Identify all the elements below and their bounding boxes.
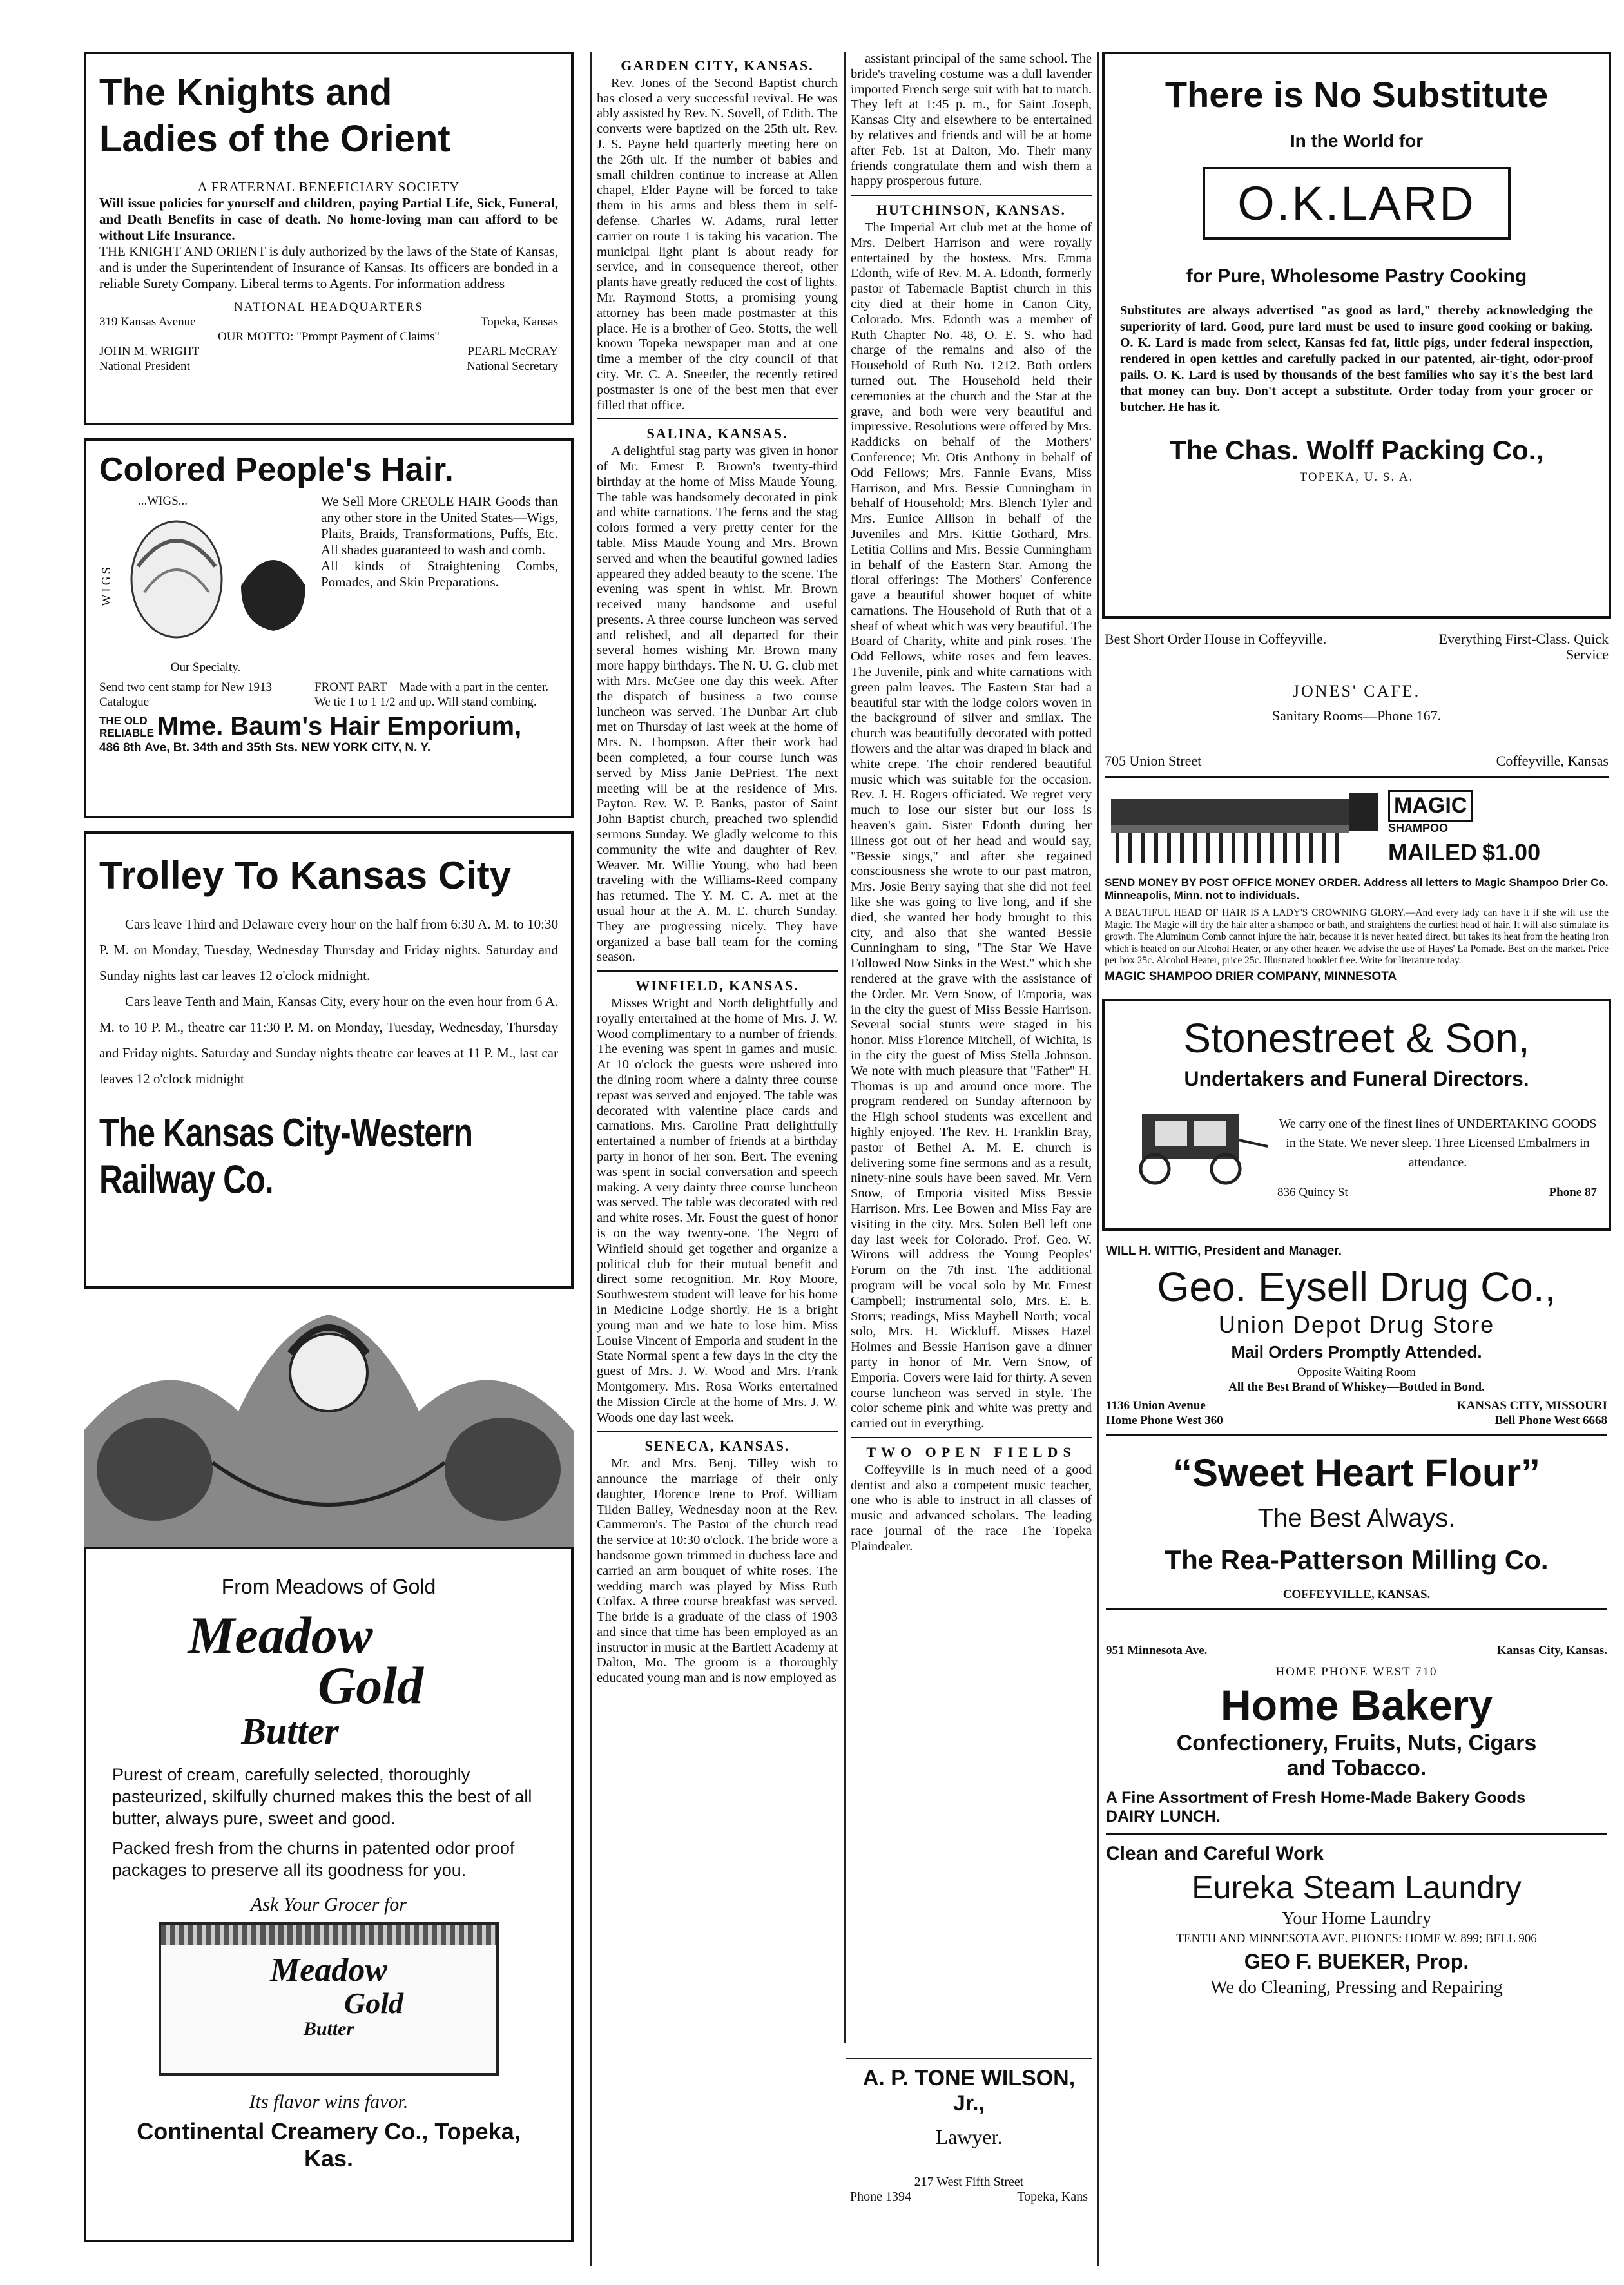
eysell-address: 1136 Union Avenue	[1106, 1399, 1206, 1412]
laundry-ad	[1102, 1843, 1611, 2017]
hair-stamp: Send two cent stamp for New 1913 Catalogue	[99, 680, 273, 709]
news-right	[844, 52, 1092, 2043]
laundry-top: Clean and Careful Work	[1106, 1843, 1324, 1864]
cow-maiden-illustration	[84, 1302, 574, 1547]
knights-name-right: PEARL McCRAY	[467, 345, 558, 358]
seneca-heading: SENECA, KANSAS.	[644, 1438, 790, 1454]
column-left	[84, 52, 574, 2266]
bakery-address: 951 Minnesota Ave.	[1106, 1644, 1208, 1657]
open-fields-heading: TWO OPEN FIELDS	[866, 1443, 1076, 1460]
winfield-text: Misses Wright and North delightfully and royally entertained at the home of Mrs. J. W. Wood complimentary to a number of friends. The evening was spent in games and music. At 10 o'clock the guests were ushered into the dining room where a dainty three course repast was served and enjoyed. The table was decorated with valentine place cards and carnations. Mrs. Caroline Pratt delightfully entertained a number of friends at a birthday party in honor of her son, Bert. The evening was spent in social conversation and speech making. A very dainty three course luncheon was served. The table was decorated with red and white roses. Mr. Foust the guest of honor is on the way twenty-one. The Negro of Winfield should get together and organize a political club for their mutual benefit and direct some recognition. Mr. Roy Moore, Southwestern student will leave for his home in Medicine Lodge shortly. He is a bright young man and we hate to lose him. Miss Louise Vincent of Emporia and student in the State Normal spent a few days in the city the guest of Mrs. J. W. Wood and Mrs. Frank Montgomery. Mrs. Rosa Works entertained the Mission Circle at the home of Mrs. J. W. Woods one day last week.	[597, 996, 838, 1425]
wig-illustration	[119, 508, 312, 657]
jones-address: 705 Union Street	[1105, 753, 1202, 769]
lawyer-title: Lawyer.	[935, 2125, 1003, 2148]
meadow-flavor: Its flavor wins favor.	[249, 2091, 409, 2112]
stonestreet-address: 836 Quincy St	[1277, 1186, 1348, 1199]
hair-ad	[84, 438, 574, 818]
lard-brand: O.K.LARD	[1237, 177, 1476, 230]
trolley-p2: Cars leave Tenth and Main, Kansas City, every hour on the even hour from 6 A. M. to 10 P. M., theatre car 11:30 P. M. on Monday, Tuesday, Wednesday, Thursday and Friday nights. Saturday and Sunday nights theatre car leaves at 11 P. M., last car leaves 12 o'clock midnight	[99, 994, 558, 1086]
lard-ad	[1102, 52, 1611, 619]
package-logo-3: Butter	[303, 2018, 354, 2039]
magic-company: MAGIC SHAMPOO DRIER COMPANY, MINNESOTA	[1105, 969, 1397, 983]
seneca-text: Mr. and Mrs. Benj. Tilley wish to announce the marriage of their only daughter, Florence Irene to Prof. William Tilden Bailey, Wednesday noon at the Rev. Cammeron's. The Pastor of the church read the service at 10:30 o'clock. The bride wore a handsome gown trimmed in duchess lace and carried an arm bouquet of white roses. The wedding march was played by Miss Ruth Colfax. A three course breakfast was served. The bride is a graduate of the class of 1903 and since that time has been employed as an instructor in music at the Bartlett Academy at Dalton, Mo. The groom is a thoroughly educated young man and is now employed as	[597, 1456, 838, 1686]
hair-old-reliable: THE OLD RELIABLE	[99, 714, 154, 739]
magic-shampoo-label: SHAMPOO	[1388, 822, 1449, 834]
trolley-p1: Cars leave Third and Delaware every hour on the half from 6:30 A. M. to 10:30 P. M. on Monday, Tuesday, Wednesday Thursday and Friday nights. Saturday and Sunday nights last car leaves 12 o'clock midnight.	[99, 916, 558, 983]
knights-role-right: National Secretary	[467, 360, 558, 373]
knights-role-left: National President	[99, 360, 190, 373]
garden-city-heading: GARDEN CITY, KANSAS.	[621, 57, 814, 73]
meadow-company: Continental Creamery Co., Topeka, Kas.	[137, 2118, 521, 2172]
stonestreet-title: Stonestreet & Son,	[1183, 1015, 1530, 1061]
trolley-railway: The Kansas City-Western Railway Co.	[99, 1110, 473, 1202]
laundry-title: Eureka Steam Laundry	[1192, 1869, 1522, 1905]
lawyer-city: Topeka, Kans	[1017, 2190, 1088, 2204]
comb-illustration	[1105, 780, 1382, 876]
salina-heading: SALINA, KANSAS.	[646, 425, 788, 442]
eysell-title: Geo. Eysell Drug Co.,	[1157, 1264, 1556, 1310]
jones-left: Best Short Order House in Coffeyville.	[1105, 631, 1327, 647]
knights-body-1: Will issue policies for yourself and children, paying Partial Life, Sick, Funeral, and Death Benefits in case of death. No home-loving man can afford to be without Life Insurance.	[99, 195, 558, 243]
lard-city: TOPEKA, U. S. A.	[1299, 470, 1414, 484]
lawyer-name: A. P. TONE WILSON, Jr.,	[862, 2066, 1076, 2116]
column-right	[1102, 52, 1611, 2266]
bakery-sub-1: Confectionery, Fruits, Nuts, Cigars	[1176, 1731, 1537, 1755]
jones-city: Coffeyville, Kansas	[1496, 753, 1609, 769]
eysell-bell-phone: Bell Phone West 6668	[1494, 1414, 1607, 1427]
knights-addr-right: Topeka, Kansas	[480, 315, 558, 329]
stonestreet-phone: Phone 87	[1549, 1186, 1597, 1199]
eysell-brand: All the Best Brand of Whiskey—Bottled in Bond.	[1228, 1380, 1485, 1394]
jones-right: Everything First-Class. Quick Service	[1438, 631, 1609, 662]
flour-ad	[1102, 1450, 1611, 1643]
news-left	[597, 52, 838, 2043]
bakery-lunch: DAIRY LUNCH.	[1106, 1808, 1221, 1826]
salina-text: A delightful stag party was given in honor of Mr. Ernest P. Brown's twenty-third birthday at the home of Miss Maude Young. The table was handsomely decorated in pink and white carnations. The ferns and the stag colors formed a very pretty center for the table. Miss Maude Young and Mrs. Brown served and when the beautiful gowned ladies appeared they added beauty to the scene. The evening was spent in whist. Mr. Brown received many handsome and useful presents. A three course luncheon was served and relished, and all departed for their several homes wishing Mr. Brown many more happy birthdays. The N. U. G. club met with Mrs. McGee one day this week. After the dispatch of business a two course luncheon was served. The Dunbar Art club met on Thursday of last week at the home of Mrs. N. Thompson. After their work had been completed, a four course lunch was served by Miss Janie DePriest. The next meeting will be at the residence of Mrs. Payton. Rev. W. P. Banks, pastor of Saint John Baptist church, preached two splendid sermons Sunday. We gladly welcome to this community the wife and daughter of Rev. Weaver. Mr. Willie Young, who had been traveling with the Williams-Reed company has returned. The Y. M. C. A. met at the usual hour at the A. M. E. church Sunday. They are progressing nicely. They have organized a base ball team for the coming season.	[597, 444, 838, 965]
knights-name-left: JOHN M. WRIGHT	[99, 345, 200, 358]
stonestreet-ad	[1102, 999, 1611, 1231]
magic-send: SEND MONEY BY POST OFFICE MONEY ORDER. Address all letters to Magic Shampoo Drier Co. Minneapolis, Minn. not to individuals.	[1105, 876, 1609, 901]
magic-shampoo-ad	[1102, 780, 1611, 999]
laundry-address: TENTH AND MINNESOTA AVE. PHONES: HOME W. 899; BELL 906	[1176, 1932, 1537, 1945]
meadow-logo-2: Gold	[318, 1656, 423, 1715]
meadow-p1: Purest of cream, carefully selected, thoroughly pasteurized, skilfully churned makes this the best of all butter, always pure, sweet and good.	[112, 1765, 532, 1828]
knights-title-1: The Knights and	[99, 72, 392, 113]
knights-subtitle: A FRATERNAL BENEFICIARY SOCIETY	[197, 179, 460, 195]
bakery-title: Home Bakery	[1221, 1681, 1493, 1729]
meadow-logo-1: Meadow	[188, 1606, 373, 1664]
magic-price: $1.00	[1482, 839, 1541, 865]
trolley-title: Trolley To Kansas City	[99, 854, 512, 897]
garden-city-text: Rev. Jones of the Second Baptist church has closed a very successful revival. He was ably assisted by Rev. N. Sovell, of Edith. The converts were baptized on the 25th ult. Rev. J. S. Payne held quarterly meeting here on the 26th ult. If the number of babies and small children continue to increase at Allen chapel, Elder Payne will be forced to take them in his arms and bless them in self-defense. Charles W. Adams, rural letter carrier on route 1 is taking his vacation. The municipal light plant is about ready for service, and in consequence thereof, other plants have greatly reduced the cost of lights. Mr. Raymond Stotts, a promising young attorney has been made postmaster at this place. He is a brother of Geo. Stotts, the well known Topeka newspaper man and at one time a member of the city council of that city. Mr. C. A. Sneeder, the recently retired postmaster is one of the best men that ever filled that office.	[597, 75, 838, 412]
magic-logo: MAGIC	[1388, 790, 1473, 822]
laundry-prop: GEO F. BUEKER, Prop.	[1244, 1950, 1469, 1973]
hearse-illustration	[1116, 1101, 1271, 1185]
lard-for: for Pure, Wholesome Pastry Cooking	[1186, 265, 1527, 287]
knights-hq: NATIONAL HEADQUARTERS	[233, 300, 423, 314]
stonestreet-text: We carry one of the finest lines of UNDERTAKING GOODS in the State. We never sleep. Three Licensed Embalmers in attendance.	[1279, 1117, 1597, 1170]
meadow-logo-3: Butter	[241, 1710, 339, 1752]
hair-front: FRONT PART—Made with a part in the center. We tie 1 to 1 1/2 and up. Will stand combing.	[314, 680, 548, 709]
jones-sanitary: Sanitary Rooms—Phone 167.	[1271, 708, 1442, 724]
eysell-mail: Mail Orders Promptly Attended.	[1231, 1342, 1482, 1362]
eysell-top: WILL H. WITTIG, President and Manager.	[1106, 1244, 1342, 1258]
lard-brand-box	[1203, 167, 1511, 240]
knights-motto: OUR MOTTO: "Prompt Payment of Claims"	[218, 330, 440, 343]
eysell-drug-ad	[1102, 1244, 1611, 1450]
knights-roles-row	[99, 359, 558, 374]
home-bakery-ad	[1102, 1643, 1611, 1843]
knights-names-row	[99, 344, 558, 359]
knights-address-row	[99, 314, 558, 329]
jones-cafe-ad	[1102, 632, 1611, 780]
meadow-ask: Ask Your Grocer for	[251, 1894, 407, 1915]
knights-body-2: THE KNIGHT AND ORIENT is duly authorized by the laws of the State of Kansas, and is under the Superintendent of Insurance of Kansas. Its officers are bonded in a reliable Surety Company. Liberal terms to Agents. For information address	[99, 244, 558, 291]
meadow-from: From Meadows of Gold	[221, 1575, 436, 1598]
lawyer-address: 217 West Fifth Street	[914, 2175, 1024, 2189]
hair-wigs: ...WIGS...	[138, 494, 188, 508]
hair-emporium: Mme. Baum's Hair Emporium,	[157, 712, 522, 740]
package-logo-2: Gold	[344, 1987, 403, 2020]
eysell-city: KANSAS CITY, MISSOURI	[1456, 1399, 1607, 1412]
eysell-home-phone: Home Phone West 360	[1106, 1414, 1223, 1427]
hutchinson-heading: HUTCHINSON, KANSAS.	[876, 202, 1067, 218]
hair-specialty: Our Specialty.	[170, 660, 241, 674]
meadow-logo	[112, 1606, 545, 1752]
open-fields-text: Coffeyville is in much need of a good dentist and also a competent music teacher, one who is able to instruct in all classes of music and advanced scholars. The leading race journal of the race—The Topeka Plaindealer.	[851, 1462, 1092, 1554]
butter-package	[159, 1922, 499, 2076]
eysell-opposite: Opposite Waiting Room	[1297, 1365, 1416, 1379]
flour-city: COFFEYVILLE, KANSAS.	[1282, 1588, 1431, 1601]
trolley-ad	[84, 831, 574, 1289]
flour-title: “Sweet Heart Flour”	[1172, 1451, 1541, 1494]
package-logo-1: Meadow	[270, 1952, 387, 1989]
lard-body: Substitutes are always advertised "as good as lard," thereby acknowledging the superiority of lard. Good, pure lard must be used to insure good cooking or baking. O. K. Lard is made from select, Kansas fed fat, little pigs, under federal inspection, rendered in open kettles and carefully packed in our patented, air-tight, odor-proof pails. O. K. Lard is used by thousands of the best families who say it's the best lard that money can buy. Don't accept a substitute. Order today from your grocer or butcher. He has it.	[1120, 304, 1593, 414]
magic-mailed: MAILED	[1388, 839, 1477, 865]
hair-address: 486 8th Ave, Bt. 34th and 35th Sts. NEW YORK CITY, N. Y.	[99, 741, 431, 755]
flour-subtitle: The Best Always.	[1257, 1504, 1456, 1532]
bakery-phone: HOME PHONE WEST 710	[1275, 1665, 1438, 1679]
meadow-box	[84, 1547, 574, 2242]
column-news	[590, 52, 1099, 2266]
lard-company: The Chas. Wolff Packing Co.,	[1169, 435, 1544, 465]
eysell-subtitle: Union Depot Drug Store	[1218, 1311, 1495, 1338]
magic-body: A BEAUTIFUL HEAD OF HAIR IS A LADY'S CROWNING GLORY.—And every lady can have it if she will use the Magic. The Magic will dry the hair after a shampoo or bath, and straightens the curliest head of hair. It will also stimulate its growth. The Aluminum Comb cannot injure the hair, because it is never heated direct, but takes its heat from the heating iron which is heated on our Alcohol Heater, or any other heater. We advise the use of Hayes' La Pomade. Best on the market. Price per box 25c. Alcohol Heater, price 25c. Illustrated booklet free. Write for literature today.	[1105, 907, 1609, 966]
lawyer-card	[846, 2058, 1092, 2266]
meadow-p2: Packed fresh from the churns in patented odor proof packages to preserve all its goodness for you.	[112, 1838, 515, 1880]
lawyer-phone: Phone 1394	[850, 2190, 911, 2204]
hair-title: Colored People's Hair.	[99, 451, 454, 488]
bakery-line: A Fine Assortment of Fresh Home-Made Bakery Goods	[1106, 1789, 1526, 1807]
meadow-ad	[84, 1302, 574, 2242]
hair-illustration-block	[99, 494, 312, 675]
stonestreet-subtitle: Undertakers and Funeral Directors.	[1184, 1067, 1529, 1090]
jones-name: JONES' CAFE.	[1292, 682, 1421, 700]
hair-body-1: We Sell More CREOLE HAIR Goods than any other store in the United States—Wigs, Plaits, Braids, Transformations, Puffs, Etc. All shades guaranteed to wash and comb.	[321, 494, 558, 557]
knights-ad	[84, 52, 574, 425]
hutchinson-text: The Imperial Art club met at the home of Mrs. Delbert Harrison and were royally entertained by the hostess. Mrs. Emma Edonth, wife of Rev. M. A. Edonth, formerly pastor of Tabernacle Baptist church in this city died at their home in Canon City, Colorado. Mrs. Edonth was a member of Ruth Chapter No. 48, O. E. S. who had charge of the remains and also of the Household of Ruth No. 1212. Both orders turned out. The Household held their ceremonies at the church and the Star at the grave, and both were very beautiful and impressive. Resolutions were offered by Mrs. Raddicks on behalf of the Mothers' Conference; Mr. Otis Anthony in behalf of Odd Fellows; Mrs. Fannie Evans, Miss Harrison, and Mrs. Bessie Cunningham in behalf of Household; Mrs. Blench Tyler and Mrs. Eunice Allison in behalf of the Juveniles and Mrs. Kittie Gothard, Mrs. Letitia Collins and Mrs. Bessie Cunningham in behalf of the Eastern Star. Among the floral offerings: The Mothers' Conference gave a beautiful shower boquet of white carnations. The Household of Ruth that of a sheaf of wheat which was very beautiful. The Board of Charity, white and pink roses. The Odd Fellows, white roses and fern leaves. The Juvenile, pink and white carnations with green palm leaves. The Eastern Star had a beautiful star with the lodge colors woven in the background of silver and smilax. The church was beautifully decorated with potted flowers and the altar was draped in black and white crepe. The choir rendered beautiful music which was suitable for the occasion. Rev. J. H. Rogers officiated. We regret very much to lose our sister but our loss is heaven's gain. Sister Edonth during her illness got out of her head and would say, "Bessie sings," and after she regained consciousness she wrote to our past matron, Mrs. Josie Berry saying that she did not feel like she was going to live long, and if she died, she wanted her body brought to this city, and also that she wanted Bessie Cunningham to sing, "The Star We Have Followed Now Sinks in the West." which she rendered at the grave with the assistance of the Order. Mr. Vern Snow, of Emporia, was in the city the guest of Miss Bessie Harrison. Several social stunts were staged in his honor. Miss Florence Mitchell, of Wichita, is in the city the guest of Miss Stella Johnson. We note with much pleasure that "Father" H. Thomas is up and around once more. The program rendered on Sunday afternoon by the High school students was excellent and highly enjoyed. The Rev. H. Franklin Bray, pastor of Bethel A. M. E. church is delivering some fine sermons and as a result, ninety-nine souls have been saved. Mr. Vern Snow, of Emporia visited Miss Bessie Harrison. Mrs. Lee Bowen and Miss Fay are visiting in the city. Mrs. Solen Bell left one day last week for Colorado. Prof. Geo. W. Wirons will address the Young Peoples' Forum on the 7th inst. The additional program will be vocal solo by Mr. Ernest Campbell; instrumental solo, Mrs. E. E. Storrs; readings, Miss Maybell North; vocal solo, Mrs. H. Wickluff. Misses Hazel Holmes and Bessie Harrison gave a dinner party in honor of Mr. Vern Snow, of Emporia. Covers were laid for thirty. A seven course luncheon was served in style. The color scheme pink and white was pretty and carried out in everything.	[851, 220, 1092, 1431]
hair-side-label: WIGS	[100, 564, 113, 606]
lard-subtitle: In the World for	[1290, 131, 1424, 151]
laundry-sub: Your Home Laundry	[1281, 1909, 1432, 1929]
bakery-city: Kansas City, Kansas.	[1496, 1644, 1607, 1657]
knights-addr-left: 319 Kansas Avenue	[99, 315, 196, 329]
laundry-bottom: We do Cleaning, Pressing and Repairing	[1210, 1978, 1503, 1998]
knights-title-2: Ladies of the Orient	[99, 118, 450, 160]
hair-body-2: All kinds of Straightening Combs, Pomades, and Skin Preparations.	[321, 558, 558, 590]
seneca-continued: assistant principal of the same school. The bride's traveling costume was a dull lavender imported French serge suit with hat to match. They left at 1:45 p. m., for Saint Joseph, Kansas City and elsewhere to be entertained by relatives and friends and will be at home after Feb. 1st at Dalton, Mo. Their many friends congratulate them and wish them a happy prosperous future.	[851, 52, 1092, 189]
lard-title: There is No Substitute	[1165, 74, 1549, 115]
flour-company: The Rea-Patterson Milling Co.	[1165, 1545, 1549, 1575]
winfield-heading: WINFIELD, KANSAS.	[635, 978, 799, 994]
bakery-sub-2: and Tobacco.	[1286, 1756, 1427, 1780]
